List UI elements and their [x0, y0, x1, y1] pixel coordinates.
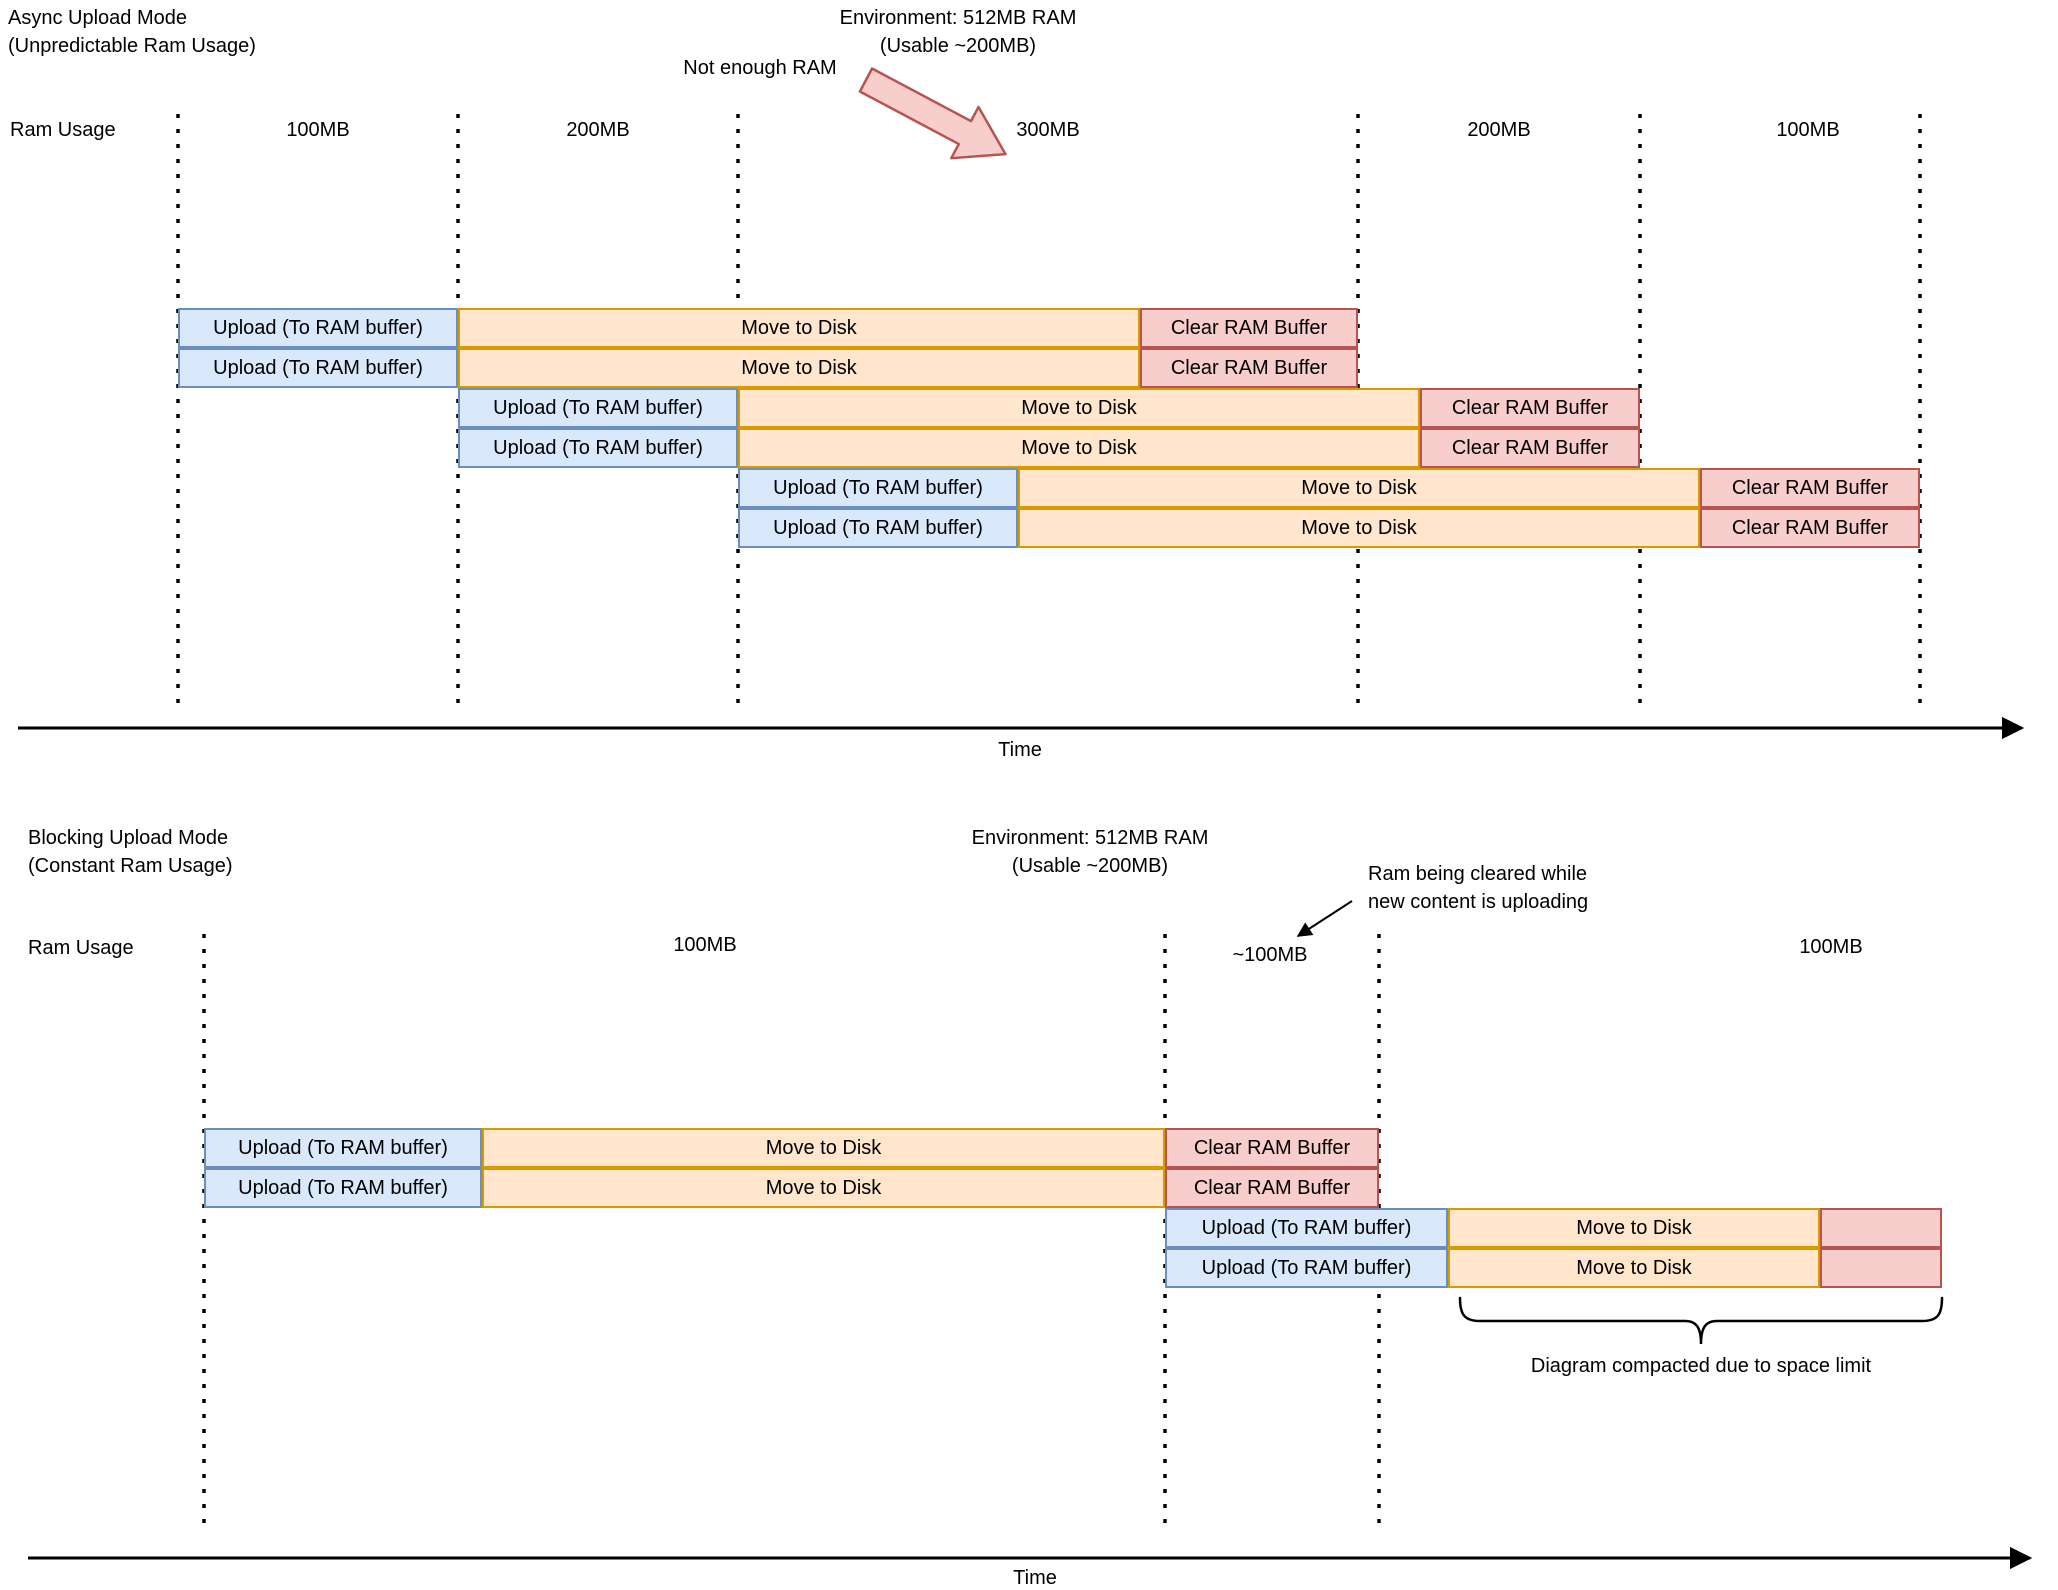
ram-cleared-note: new content is uploading [1368, 891, 1589, 913]
time-axis-label: Time [1013, 1567, 1057, 1589]
bar-upload-to-ram: Upload (To RAM buffer) [204, 1168, 482, 1208]
bar-move-to-disk: Move to Disk [458, 348, 1140, 388]
bar-clear-ram-buffer: Clear RAM Buffer [1700, 468, 1920, 508]
bar-move-to-disk: Move to Disk [738, 388, 1420, 428]
bar-move-to-disk: Move to Disk [482, 1168, 1165, 1208]
ram-cleared-note: Ram being cleared while [1368, 863, 1588, 885]
ram-usage-label: Ram Usage [10, 119, 116, 141]
chart-title: (Constant Ram Usage) [28, 855, 233, 877]
chart-title: Async Upload Mode [8, 7, 187, 29]
bar-clear-ram-buffer: Clear RAM Buffer [1420, 428, 1640, 468]
ram-amount-label: 100MB [286, 119, 350, 141]
ram-amount-label: 200MB [1467, 119, 1531, 141]
bar-move-to-disk: Move to Disk [1018, 468, 1700, 508]
bar-upload-to-ram: Upload (To RAM buffer) [458, 428, 738, 468]
chart-title: (Unpredictable Ram Usage) [8, 35, 256, 57]
bar-clear-ram-buffer: Clear RAM Buffer [1700, 508, 1920, 548]
bar-upload-to-ram: Upload (To RAM buffer) [178, 308, 458, 348]
compacted-brace [1460, 1298, 1942, 1344]
bar-clear-ram-buffer: Clear RAM Buffer [1165, 1128, 1379, 1168]
bar-upload-to-ram: Upload (To RAM buffer) [738, 508, 1018, 548]
compacted-note: Diagram compacted due to space limit [1530, 1355, 1872, 1377]
environment-label: Environment: 512MB RAM [971, 827, 1209, 849]
bar-upload-to-ram: Upload (To RAM buffer) [738, 468, 1018, 508]
ram-cleared-arrow-icon [1298, 901, 1352, 936]
bar-clear-ram-buffer: Clear RAM Buffer [1165, 1168, 1379, 1208]
bar-move-to-disk: Move to Disk [1448, 1248, 1820, 1288]
ram-amount-label: 100MB [673, 934, 737, 956]
bar-move-to-disk: Move to Disk [1448, 1208, 1820, 1248]
bar-clear-ram-buffer: Clear RAM Buffer [1140, 308, 1358, 348]
bar-move-to-disk: Move to Disk [482, 1128, 1165, 1168]
ram-amount-label: 200MB [566, 119, 630, 141]
bar-clear-ram-buffer [1820, 1208, 1942, 1248]
not-enough-ram-note: Not enough RAM [683, 57, 837, 79]
environment-label: Environment: 512MB RAM [839, 7, 1077, 29]
environment-label: (Usable ~200MB) [879, 35, 1037, 57]
not-enough-ram-arrow-icon [852, 54, 1019, 179]
bar-move-to-disk: Move to Disk [458, 308, 1140, 348]
bar-move-to-disk: Move to Disk [1018, 508, 1700, 548]
bar-upload-to-ram: Upload (To RAM buffer) [1165, 1208, 1448, 1248]
bar-upload-to-ram: Upload (To RAM buffer) [1165, 1248, 1448, 1288]
bar-upload-to-ram: Upload (To RAM buffer) [178, 348, 458, 388]
bar-upload-to-ram: Upload (To RAM buffer) [204, 1128, 482, 1168]
bar-move-to-disk: Move to Disk [738, 428, 1420, 468]
bar-upload-to-ram: Upload (To RAM buffer) [458, 388, 738, 428]
ram-amount-label: 100MB [1776, 119, 1840, 141]
chart-title: Blocking Upload Mode [28, 827, 229, 849]
bar-clear-ram-buffer [1820, 1248, 1942, 1288]
ram-amount-label: ~100MB [1232, 944, 1308, 966]
block-arrow-shape [852, 54, 1019, 179]
ram-amount-label: 300MB [1016, 119, 1080, 141]
time-axis-label: Time [998, 739, 1042, 761]
bar-clear-ram-buffer: Clear RAM Buffer [1420, 388, 1640, 428]
environment-label: (Usable ~200MB) [1011, 855, 1169, 877]
ram-usage-label: Ram Usage [28, 937, 134, 959]
bar-clear-ram-buffer: Clear RAM Buffer [1140, 348, 1358, 388]
ram-amount-label: 100MB [1799, 936, 1863, 958]
